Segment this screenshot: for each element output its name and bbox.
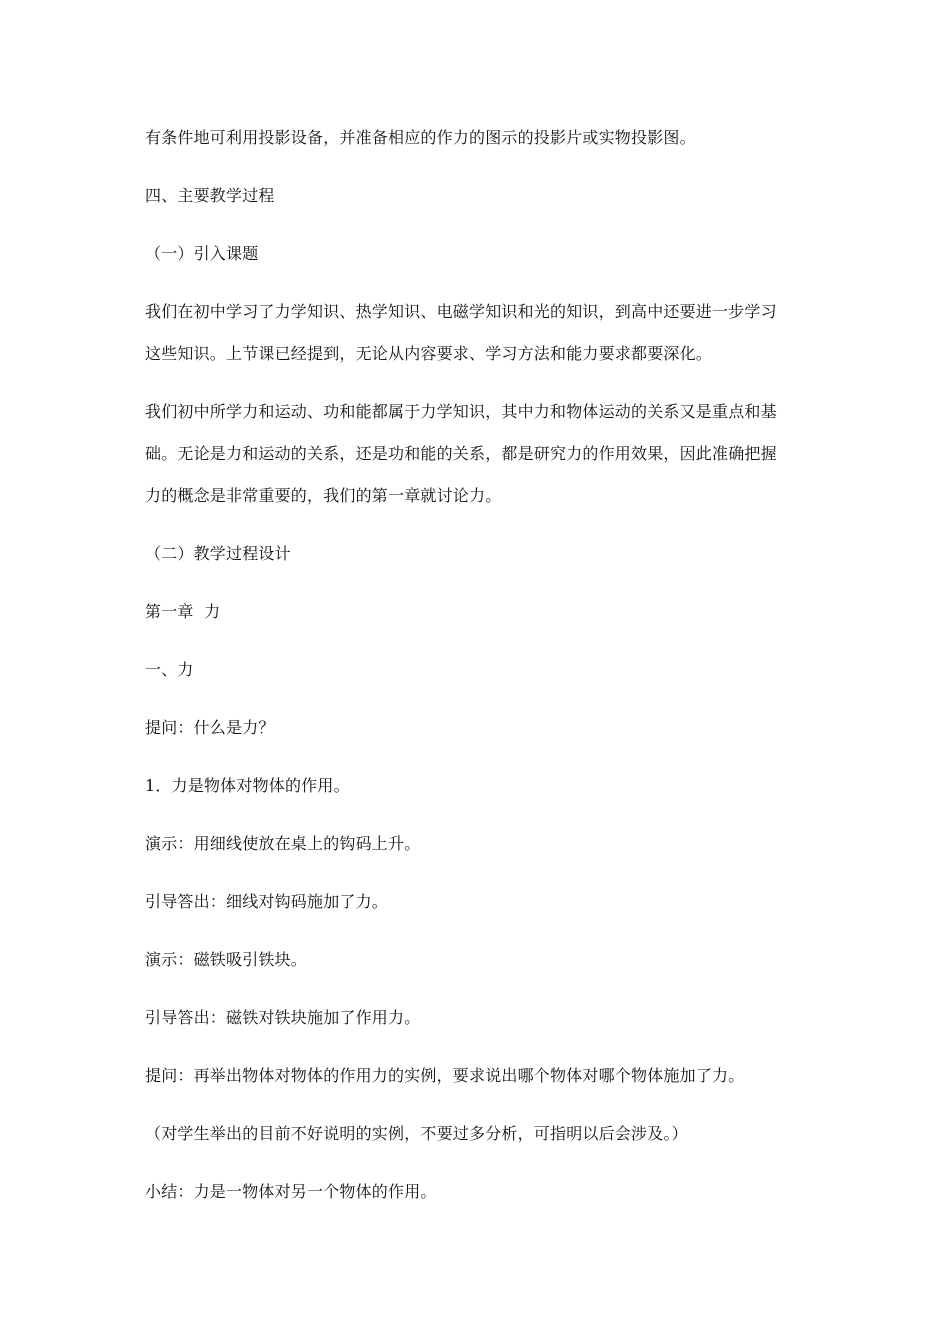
text-line: 小结：力是一物体对另一个物体的作用。 <box>145 1182 437 1201</box>
text-line: 演示：磁铁吸引铁块。 <box>145 950 308 969</box>
subsection-heading: （一）引入课题 <box>145 244 259 263</box>
section-heading: 一、力 <box>145 660 194 679</box>
text-line: （对学生举出的目前不好说明的实例，不要过多分析，可指明以后会涉及。） <box>145 1124 688 1143</box>
text-line: 引导答出：磁铁对铁块施加了作用力。 <box>145 1008 421 1027</box>
section-heading: 四、主要教学过程 <box>145 186 275 205</box>
text-line: 我们初中所学力和运动、功和能都属于力学知识，其中力和物体运动的关系又是重点和基 <box>145 402 777 421</box>
text-line: 提问：再举出物体对物体的作用力的实例，要求说出哪个物体对哪个物体施加了力。 <box>145 1066 745 1085</box>
text-line: 提问：什么是力？ <box>145 718 275 737</box>
text-line: 我们在初中学习了力学知识、热学知识、电磁学知识和光的知识，到高中还要进一步学习 <box>145 302 777 321</box>
text-line: 有条件地可利用投影设备，并准备相应的作力的图示的投影片或实物投影图。 <box>145 128 696 147</box>
text-line: 演示：用细线使放在桌上的钩码上升。 <box>145 834 421 853</box>
chapter-title: 第一章 力 <box>145 602 221 621</box>
text-line: 础。无论是力和运动的关系，还是功和能的关系，都是研究力的作用效果，因此准确把握 <box>145 444 777 463</box>
text-line: 1．力是物体对物体的作用。 <box>145 776 350 795</box>
subsection-heading: （二）教学过程设计 <box>145 544 291 563</box>
text-line: 引导答出：细线对钩码施加了力。 <box>145 892 389 911</box>
text-line: 力的概念是非常重要的，我们的第一章就讨论力。 <box>145 486 502 505</box>
text-line: 这些知识。上节课已经提到，无论从内容要求、学习方法和能力要求都要深化。 <box>145 344 713 363</box>
